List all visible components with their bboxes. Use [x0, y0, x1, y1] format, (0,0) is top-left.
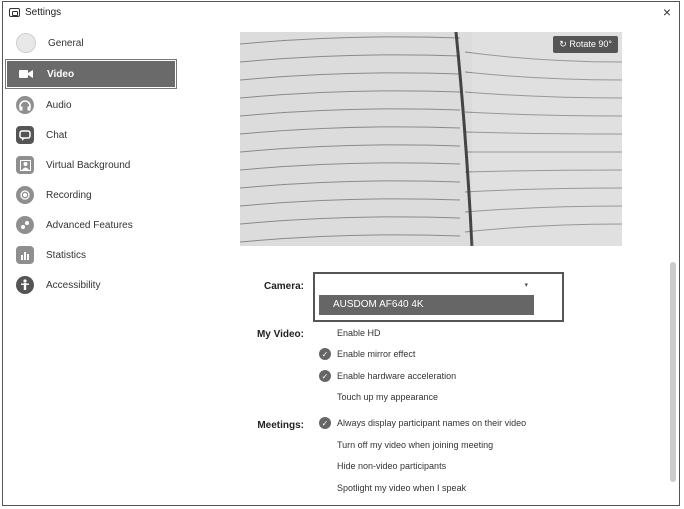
headphones-icon [16, 96, 34, 114]
option-hide-non-video[interactable] [319, 458, 446, 474]
sidebar-item-label: Recording [46, 189, 92, 201]
camera-option-ausdom[interactable]: AUSDOM AF640 4K [319, 295, 534, 315]
checkbox[interactable] [319, 482, 331, 494]
chat-bubble-icon [16, 126, 34, 144]
sidebar-item-label: Advanced Features [46, 219, 133, 231]
sidebar-item-label: Video [47, 68, 75, 80]
my-video-label: My Video: [256, 329, 304, 340]
option-label: Hide non-video participants [337, 461, 447, 471]
portrait-icon [16, 156, 34, 174]
sidebar-item-virtual-background[interactable] [6, 150, 176, 180]
sidebar-item-accessibility[interactable] [6, 270, 176, 300]
option-label: Touch up my appearance [337, 392, 439, 402]
sidebar-item-chat[interactable] [6, 120, 176, 150]
option-label: Enable hardware acceleration [337, 371, 457, 381]
video-camera-icon [17, 65, 35, 83]
rotate-label: Rotate 90° [569, 39, 612, 49]
checkbox[interactable] [319, 327, 331, 339]
option-label: Enable HD [337, 328, 381, 338]
option-label: Always display participant names on their video [337, 418, 527, 428]
option-hardware-acceleration[interactable] [319, 368, 456, 384]
sidebar-item-label: Virtual Background [46, 159, 131, 171]
bar-chart-icon [16, 246, 34, 264]
camera-label: Camera: [263, 281, 304, 292]
option-mirror-effect[interactable] [319, 346, 415, 362]
sidebar-item-video[interactable] [6, 60, 176, 88]
checkbox-checked[interactable]: ✓ [319, 417, 331, 429]
option-spotlight[interactable] [319, 480, 466, 496]
sidebar-item-statistics[interactable] [6, 240, 176, 270]
sidebar-item-label: Accessibility [46, 279, 101, 291]
option-enable-hd[interactable] [319, 325, 381, 341]
chevron-down-icon[interactable]: ▾ [524, 282, 528, 289]
record-icon [16, 186, 34, 204]
sidebar-item-general[interactable] [6, 28, 176, 58]
scrollbar[interactable] [670, 262, 676, 482]
rotate-button[interactable] [553, 36, 618, 53]
sidebar-item-advanced-features[interactable] [6, 210, 176, 240]
option-label: Enable mirror effect [337, 349, 416, 359]
checkbox[interactable] [319, 391, 331, 403]
gear-icon [16, 33, 36, 53]
option-display-names[interactable] [319, 415, 526, 431]
meetings-label: Meetings: [257, 420, 304, 431]
checkbox-checked[interactable]: ✓ [319, 370, 331, 382]
option-label: Turn off my video when joining meeting [337, 440, 494, 450]
advanced-icon [16, 216, 34, 234]
preview-image [240, 32, 622, 246]
checkbox[interactable] [319, 460, 331, 472]
sidebar-item-audio[interactable] [6, 90, 176, 120]
sidebar-item-label: Statistics [46, 249, 87, 261]
sidebar [6, 28, 176, 300]
title-bar [3, 2, 679, 24]
sidebar-item-recording[interactable] [6, 180, 176, 210]
rotate-icon: ↻ [559, 39, 567, 49]
checkbox-checked[interactable]: ✓ [319, 348, 331, 360]
option-label: Spotlight my video when I speak [337, 483, 467, 493]
option-turn-off-video[interactable] [319, 437, 493, 453]
app-icon [9, 8, 20, 17]
checkbox[interactable] [319, 439, 331, 451]
sidebar-item-label: General [48, 37, 84, 49]
accessibility-icon [16, 276, 34, 294]
sidebar-item-label: Chat [46, 129, 68, 141]
close-icon[interactable]: × [662, 4, 671, 20]
option-touch-up[interactable] [319, 389, 438, 405]
sidebar-item-label: Audio [46, 99, 72, 111]
camera-preview [240, 32, 622, 246]
window-title: Settings [25, 7, 62, 18]
